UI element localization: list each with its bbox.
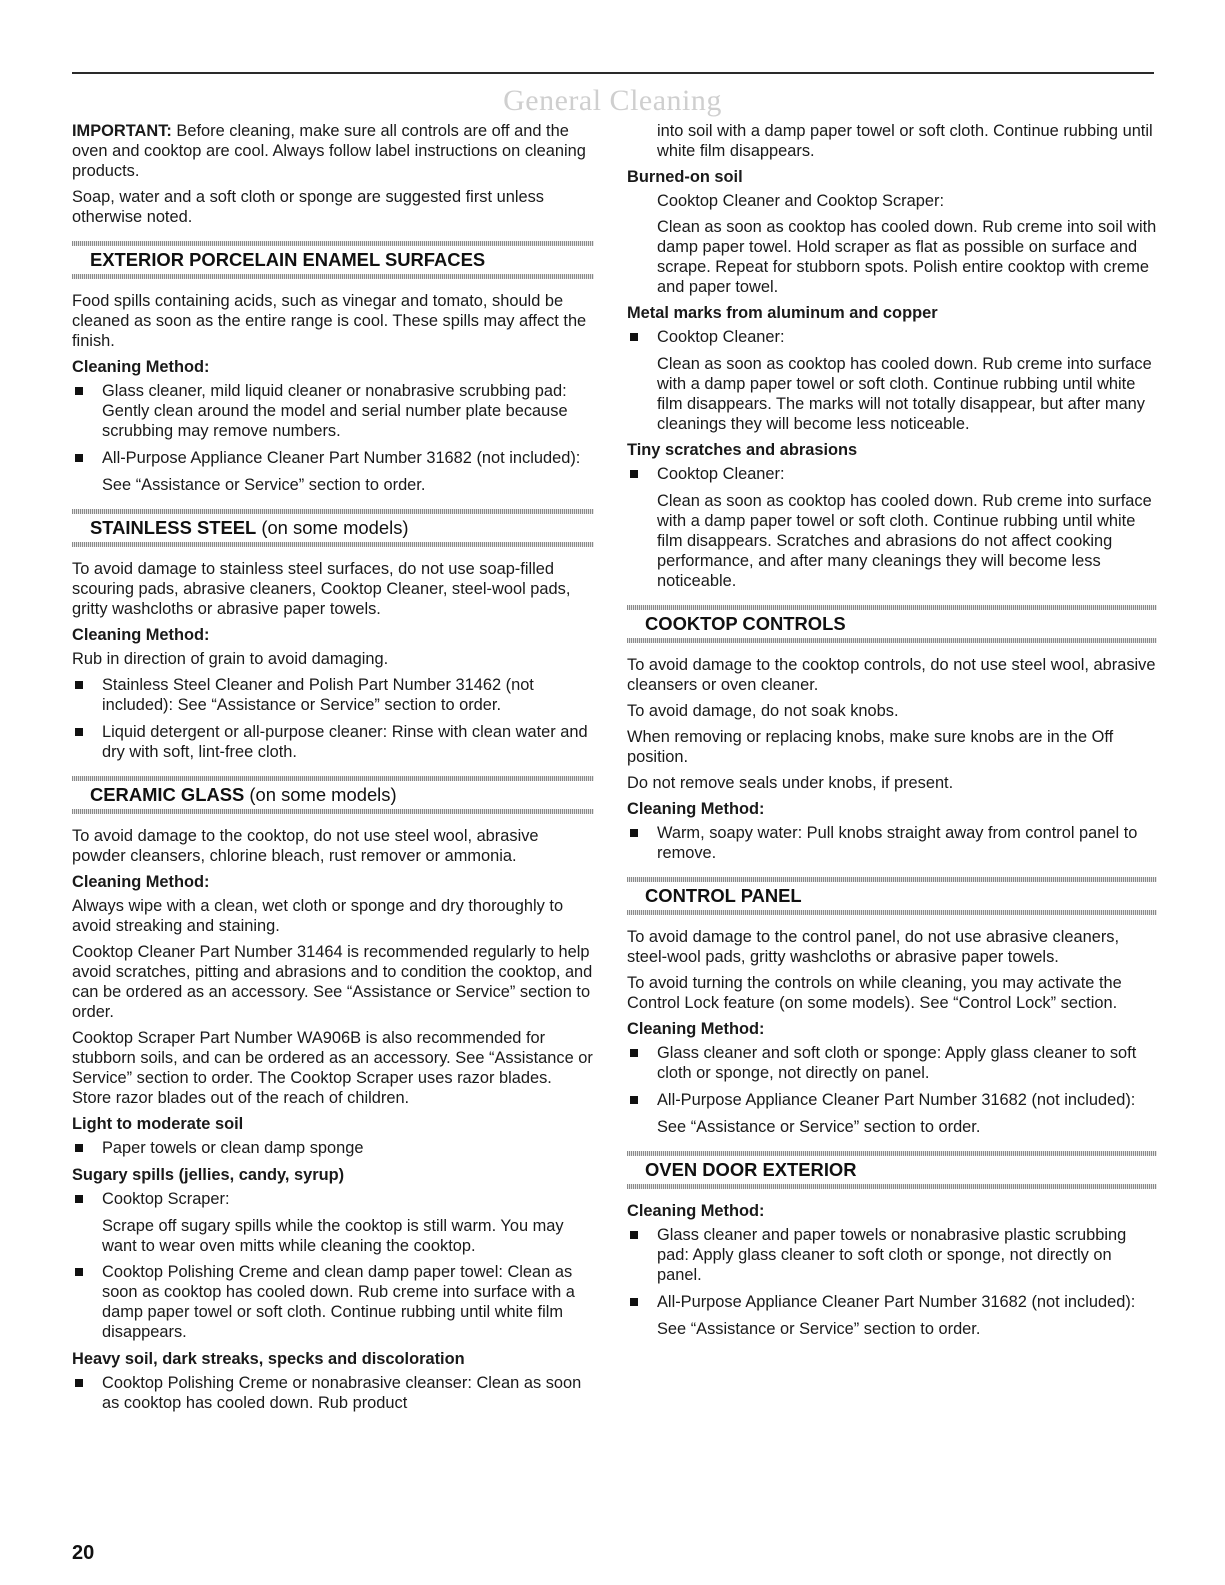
bullet-icon bbox=[630, 1231, 638, 1239]
important-text: Before cleaning, make sure all controls are off and the oven and cooktop are cool. Always follow label instructions on cleaning products. bbox=[72, 122, 586, 180]
section-header-exterior bbox=[72, 241, 594, 279]
cleaning-method-label: Cleaning Method: bbox=[72, 358, 210, 376]
continued-text: into soil with a damp paper towel or soft cloth. Continue rubbing until white film disappears. bbox=[657, 122, 1153, 160]
bullet-icon bbox=[630, 829, 638, 837]
controls-para: When removing or replacing knobs, make sure knobs are in the Off position. bbox=[627, 728, 1114, 766]
bullet-icon bbox=[630, 470, 638, 478]
page-title: General Cleaning bbox=[503, 84, 722, 117]
list-item: Glass cleaner, mild liquid cleaner or nonabrasive scrubbing pad: Gently clean around the model and serial number plate because scrubbing may remove numbers. bbox=[72, 381, 594, 441]
panel-para: To avoid damage to the control panel, do not use abrasive cleaners, steel-wool pads, gritty washcloths or abrasive paper towels. bbox=[627, 928, 1120, 966]
soil-type-label: Tiny scratches and abrasions bbox=[627, 441, 858, 459]
cleaning-method-label: Cleaning Method: bbox=[627, 1202, 765, 1220]
order-note: See “Assistance or Service” section to order. bbox=[657, 1118, 981, 1136]
item-note: Clean as soon as cooktop has cooled down. Rub creme into surface with a damp paper towel or soft cloth. Continue rubbing until white film disappears. The marks will not totally disappear, but after many cleanings they will become less noticeable. bbox=[657, 355, 1152, 433]
section-heading: CONTROL PANEL bbox=[645, 885, 802, 906]
ceramic-para: Always wipe with a clean, wet cloth or sponge and dry thoroughly to avoid streaking and staining. bbox=[72, 897, 564, 935]
bullet-icon bbox=[75, 1195, 83, 1203]
controls-para: Do not remove seals under knobs, if present. bbox=[627, 774, 954, 792]
bullet-icon bbox=[630, 1049, 638, 1057]
list-item: All-Purpose Appliance Cleaner Part Number 31682 (not included): bbox=[627, 1292, 1157, 1312]
hatch-rule bbox=[627, 1184, 1157, 1189]
item-note: Clean as soon as cooktop has cooled down. Rub creme into soil with damp paper towel. Hold scraper as flat as possible on surface and scrape. Repeat for stubborn spots. Polish entire cooktop with creme and paper towel. bbox=[657, 218, 1157, 296]
ceramic-para: Cooktop Cleaner Part Number 31464 is recommended regularly to help avoid scratches, pitting and abrasions and to condition the cooktop, and can be ordered as an accessory. See “Assistance or Service” section to order. bbox=[72, 943, 593, 1021]
list-item: Paper towels or clean damp sponge bbox=[72, 1138, 594, 1158]
important-label: IMPORTANT: bbox=[72, 122, 172, 140]
hatch-rule bbox=[72, 809, 594, 814]
controls-para: To avoid damage to the cooktop controls, do not use steel wool, abrasive cleansers or oven cleaner. bbox=[627, 656, 1156, 694]
soil-type-label: Burned-on soil bbox=[627, 168, 743, 186]
soil-type-label: Light to moderate soil bbox=[72, 1115, 244, 1133]
list-item: Cooktop Polishing Creme and clean damp paper towel: Clean as soon as cooktop has cooled down. Rub creme into surface with a damp paper towel or soft cloth. Continue rubbing until white film disappears. bbox=[72, 1262, 594, 1342]
ceramic-para: Cooktop Scraper Part Number WA906B is also recommended for stubborn soils, and can be ordered as an accessory. See “Assistance or Service” section to order. The Cooktop Scraper uses razor blades. Store razor blades out of the reach of children. bbox=[72, 1029, 593, 1107]
soil-type-label: Heavy soil, dark streaks, specks and discoloration bbox=[72, 1350, 465, 1368]
section-header-control-panel bbox=[627, 877, 1157, 915]
list-item: Glass cleaner and paper towels or nonabrasive plastic scrubbing pad: Apply glass cleaner to soft cloth or sponge, not directly on panel. bbox=[627, 1225, 1157, 1285]
soap-note: Soap, water and a soft cloth or sponge are suggested first unless otherwise noted. bbox=[72, 188, 544, 226]
list-item: Cooktop Cleaner: bbox=[627, 327, 1157, 347]
hatch-rule bbox=[72, 274, 594, 279]
item-text: Cooktop Cleaner and Cooktop Scraper: bbox=[657, 192, 945, 210]
cleaning-method-label: Cleaning Method: bbox=[627, 1020, 765, 1038]
list-item: Glass cleaner and soft cloth or sponge: Apply glass cleaner to soft cloth or sponge, not directly on panel. bbox=[627, 1043, 1157, 1083]
left-column bbox=[72, 121, 594, 1420]
bullet-icon bbox=[630, 1096, 638, 1104]
list-item: All-Purpose Appliance Cleaner Part Number 31682 (not included): bbox=[627, 1090, 1157, 1110]
grain-note: Rub in direction of grain to avoid damaging. bbox=[72, 650, 389, 668]
list-item: Stainless Steel Cleaner and Polish Part Number 31462 (not included): See “Assistance or Service” section to order. bbox=[72, 675, 594, 715]
important-notice bbox=[72, 121, 594, 181]
item-note: Clean as soon as cooktop has cooled down. Rub creme into surface with a damp paper towel or soft cloth. Continue rubbing until white film disappears. Scratches and abrasions do not affect cooking performance, and after many cleanings they will become less noticeable. bbox=[657, 492, 1152, 590]
list-item: Cooktop Polishing Creme or nonabrasive cleanser: Clean as soon as cooktop has cooled down. Rub product bbox=[72, 1373, 594, 1413]
hatch-rule bbox=[72, 542, 594, 547]
item-note: Scrape off sugary spills while the cooktop is still warm. You may want to wear oven mitts while cleaning the cooktop. bbox=[102, 1217, 564, 1255]
order-note: See “Assistance or Service” section to order. bbox=[102, 476, 426, 494]
hatch-rule bbox=[627, 638, 1157, 643]
controls-para: To avoid damage, do not soak knobs. bbox=[627, 702, 899, 720]
top-rule bbox=[72, 72, 1154, 74]
bullet-icon bbox=[75, 454, 83, 462]
bullet-icon bbox=[75, 1144, 83, 1152]
page-number: 20 bbox=[72, 1542, 95, 1564]
list-item: Liquid detergent or all-purpose cleaner: Rinse with clean water and dry with soft, lint-free cloth. bbox=[72, 722, 594, 762]
right-column bbox=[627, 121, 1157, 1345]
exterior-body: Food spills containing acids, such as vinegar and tomato, should be cleaned as soon as the entire range is cool. These spills may affect the finish. bbox=[72, 292, 587, 350]
bullet-icon bbox=[75, 728, 83, 736]
section-heading: OVEN DOOR EXTERIOR bbox=[645, 1159, 857, 1180]
list-item: All-Purpose Appliance Cleaner Part Number 31682 (not included): bbox=[72, 448, 594, 468]
section-heading: EXTERIOR PORCELAIN ENAMEL SURFACES bbox=[90, 249, 486, 270]
cleaning-method-label: Cleaning Method: bbox=[627, 800, 765, 818]
list-item: Cooktop Cleaner: bbox=[627, 464, 1157, 484]
section-heading: STAINLESS STEEL (on some models) bbox=[90, 517, 409, 538]
cleaning-method-label: Cleaning Method: bbox=[72, 626, 210, 644]
panel-para: To avoid turning the controls on while cleaning, you may activate the Control Lock feature (on some models). See “Control Lock” section. bbox=[627, 974, 1122, 1012]
bullet-icon bbox=[630, 333, 638, 341]
cleaning-method-label: Cleaning Method: bbox=[72, 873, 210, 891]
bullet-icon bbox=[75, 1379, 83, 1387]
section-header-stainless bbox=[72, 509, 594, 547]
section-heading: COOKTOP CONTROLS bbox=[645, 613, 846, 634]
section-header-ceramic bbox=[72, 776, 594, 814]
bullet-icon bbox=[75, 681, 83, 689]
stainless-body: To avoid damage to stainless steel surfaces, do not use soap-filled scouring pads, abrasive cleaners, Cooktop Cleaner, steel-wool pads, gritty washcloths or abrasive paper towels. bbox=[72, 560, 571, 618]
ceramic-body: To avoid damage to the cooktop, do not use steel wool, abrasive powder cleansers, chlorine bleach, rust remover or ammonia. bbox=[72, 827, 539, 865]
section-header-oven-door bbox=[627, 1151, 1157, 1189]
hatch-rule bbox=[627, 910, 1157, 915]
order-note: See “Assistance or Service” section to order. bbox=[657, 1320, 981, 1338]
section-header-cooktop-controls bbox=[627, 605, 1157, 643]
soil-type-label: Sugary spills (jellies, candy, syrup) bbox=[72, 1166, 345, 1184]
bullet-icon bbox=[75, 387, 83, 395]
list-item: Cooktop Scraper: bbox=[72, 1189, 594, 1209]
section-heading: CERAMIC GLASS (on some models) bbox=[90, 784, 397, 805]
soil-type-label: Metal marks from aluminum and copper bbox=[627, 304, 938, 322]
bullet-icon bbox=[630, 1298, 638, 1306]
list-item: Warm, soapy water: Pull knobs straight away from control panel to remove. bbox=[627, 823, 1157, 863]
bullet-icon bbox=[75, 1268, 83, 1276]
